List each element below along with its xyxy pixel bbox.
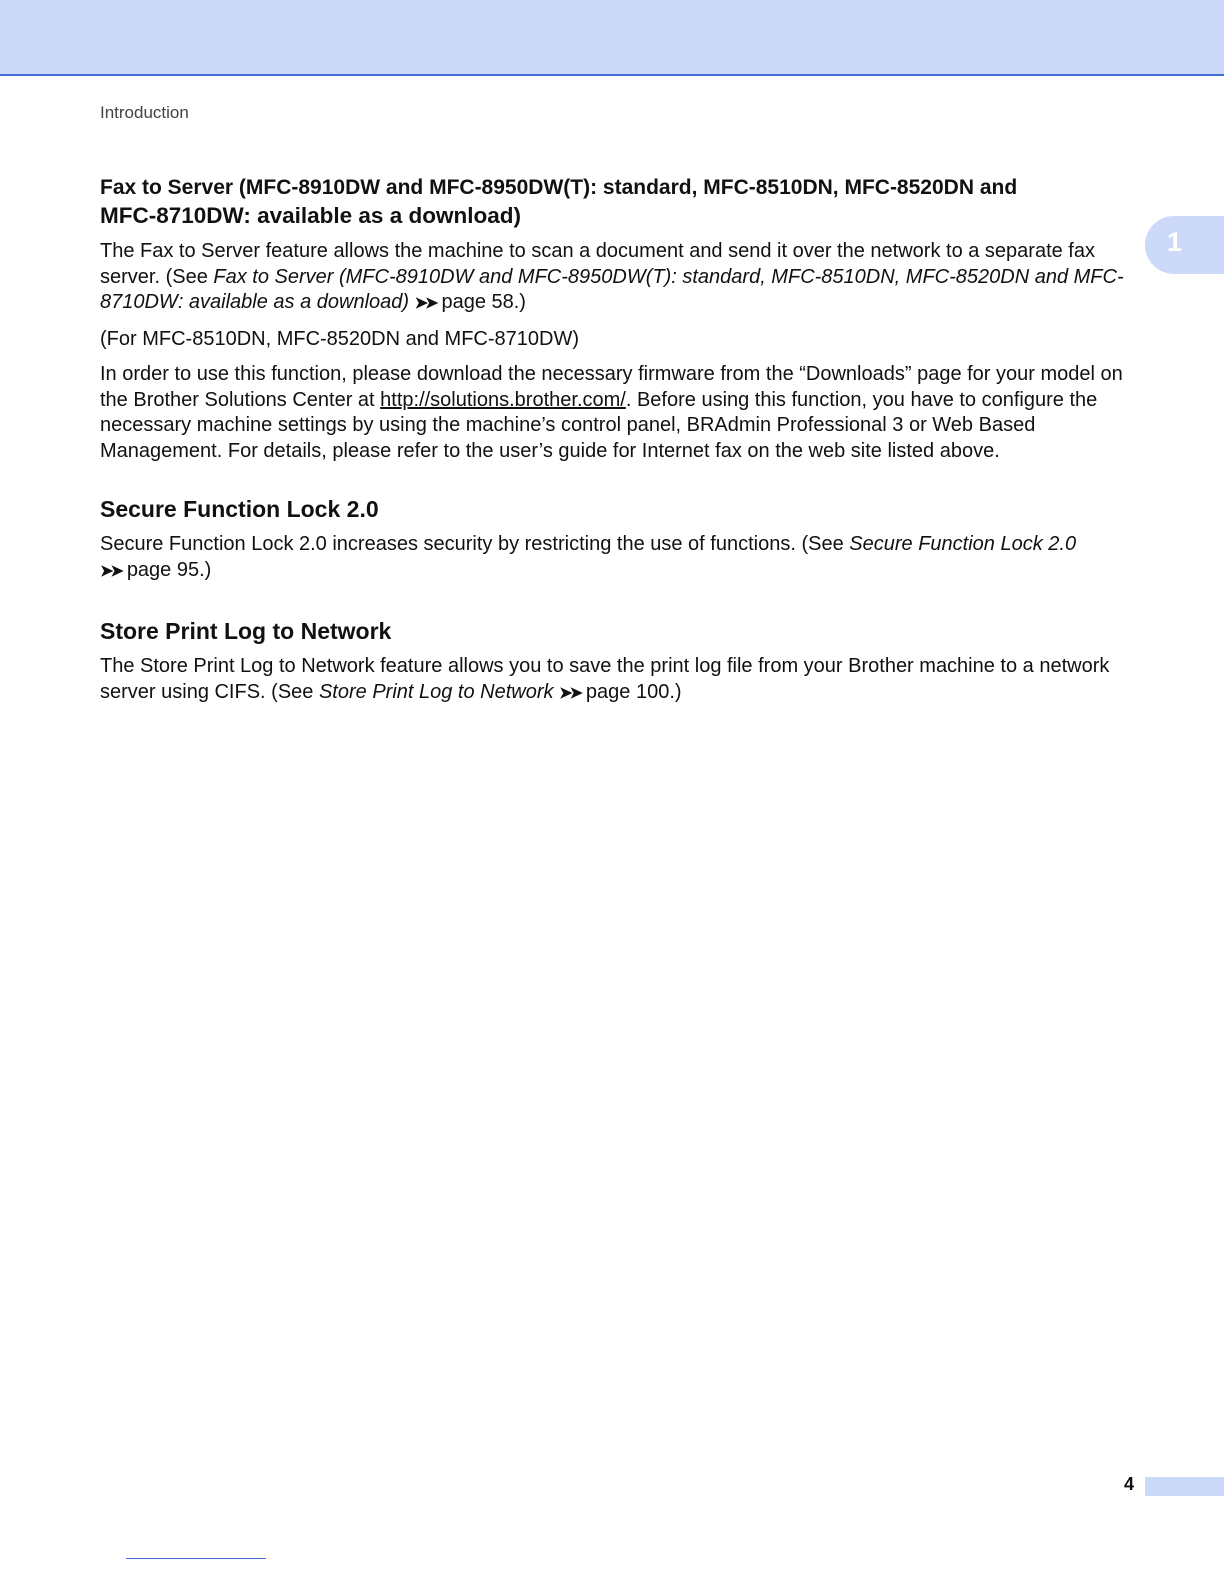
chapter-number: 1 (1167, 227, 1183, 257)
chapter-tab (1145, 216, 1224, 274)
secure-function-lock-paragraph (100, 532, 1132, 584)
paragraph-text: The Store Print Log to Network feature allows you to save the print log file from your Brother machine to a network server using CIFS. (See (100, 655, 1110, 703)
double-arrow-icon: ➤➤ (100, 562, 121, 580)
page-number-bar (1145, 1477, 1224, 1496)
heading-line-1: Fax to Server (MFC-8910DW and MFC-8950DW(T): standard, MFC-8510DN, MFC-8520DN and (100, 176, 1018, 199)
double-arrow-icon: ➤➤ (414, 295, 436, 312)
cross-reference-link[interactable]: Store Print Log to Network (318, 680, 554, 703)
store-print-log-paragraph (100, 654, 1132, 706)
fax-paragraph-models: (For MFC-8510DN, MFC-8520DN and MFC-8710DW) (100, 327, 579, 350)
secure-function-lock-heading: Secure Function Lock 2.0 (100, 496, 379, 522)
cross-reference-link[interactable]: Secure Function Lock 2.0 (849, 533, 1077, 555)
cross-reference-link[interactable]: Fax to Server (MFC-8910DW and MFC-8950DW(T): standard, MFC-8510DN, MFC-8520DN and MFC-8710DW: available as a download) (100, 265, 1124, 313)
fax-to-server-heading (100, 174, 1132, 231)
running-header: Introduction (100, 103, 189, 122)
page-reference: page 95.) (126, 558, 212, 581)
heading-line-2: MFC-8710DW: available as a download) (100, 203, 521, 228)
fax-paragraph-intro (100, 239, 1132, 317)
paragraph-text: In order to use this function, please download the necessary firmware from the “Downloads” page for your model on the Brother Solutions Center at (100, 363, 1123, 411)
page-reference: page 100.) (585, 680, 682, 703)
page-reference: page 58.) (441, 291, 526, 313)
double-arrow-icon: ➤➤ (559, 684, 580, 702)
footer-rule (126, 1558, 266, 1559)
paragraph-text: . Before using this function, you have to configure the necessary machine settings by using the machine’s control panel, BRAdmin Professional 3 or Web Based Management. For details, please refer to the user’s guide for Internet fax on the web site listed above. (100, 388, 1098, 462)
page-content (100, 174, 1132, 706)
store-print-log-heading: Store Print Log to Network (100, 618, 392, 644)
fax-paragraph-firmware (100, 362, 1132, 464)
solutions-center-link[interactable]: http://solutions.brother.com/ (380, 388, 626, 411)
paragraph-text: Secure Function Lock 2.0 increases security by restricting the use of functions. (See (100, 533, 850, 555)
header-band (0, 0, 1224, 76)
page-number: 4 (1124, 1474, 1135, 1494)
paragraph-text: The Fax to Server feature allows the machine to scan a document and send it over the network to a separate fax server. (See (100, 240, 1095, 288)
